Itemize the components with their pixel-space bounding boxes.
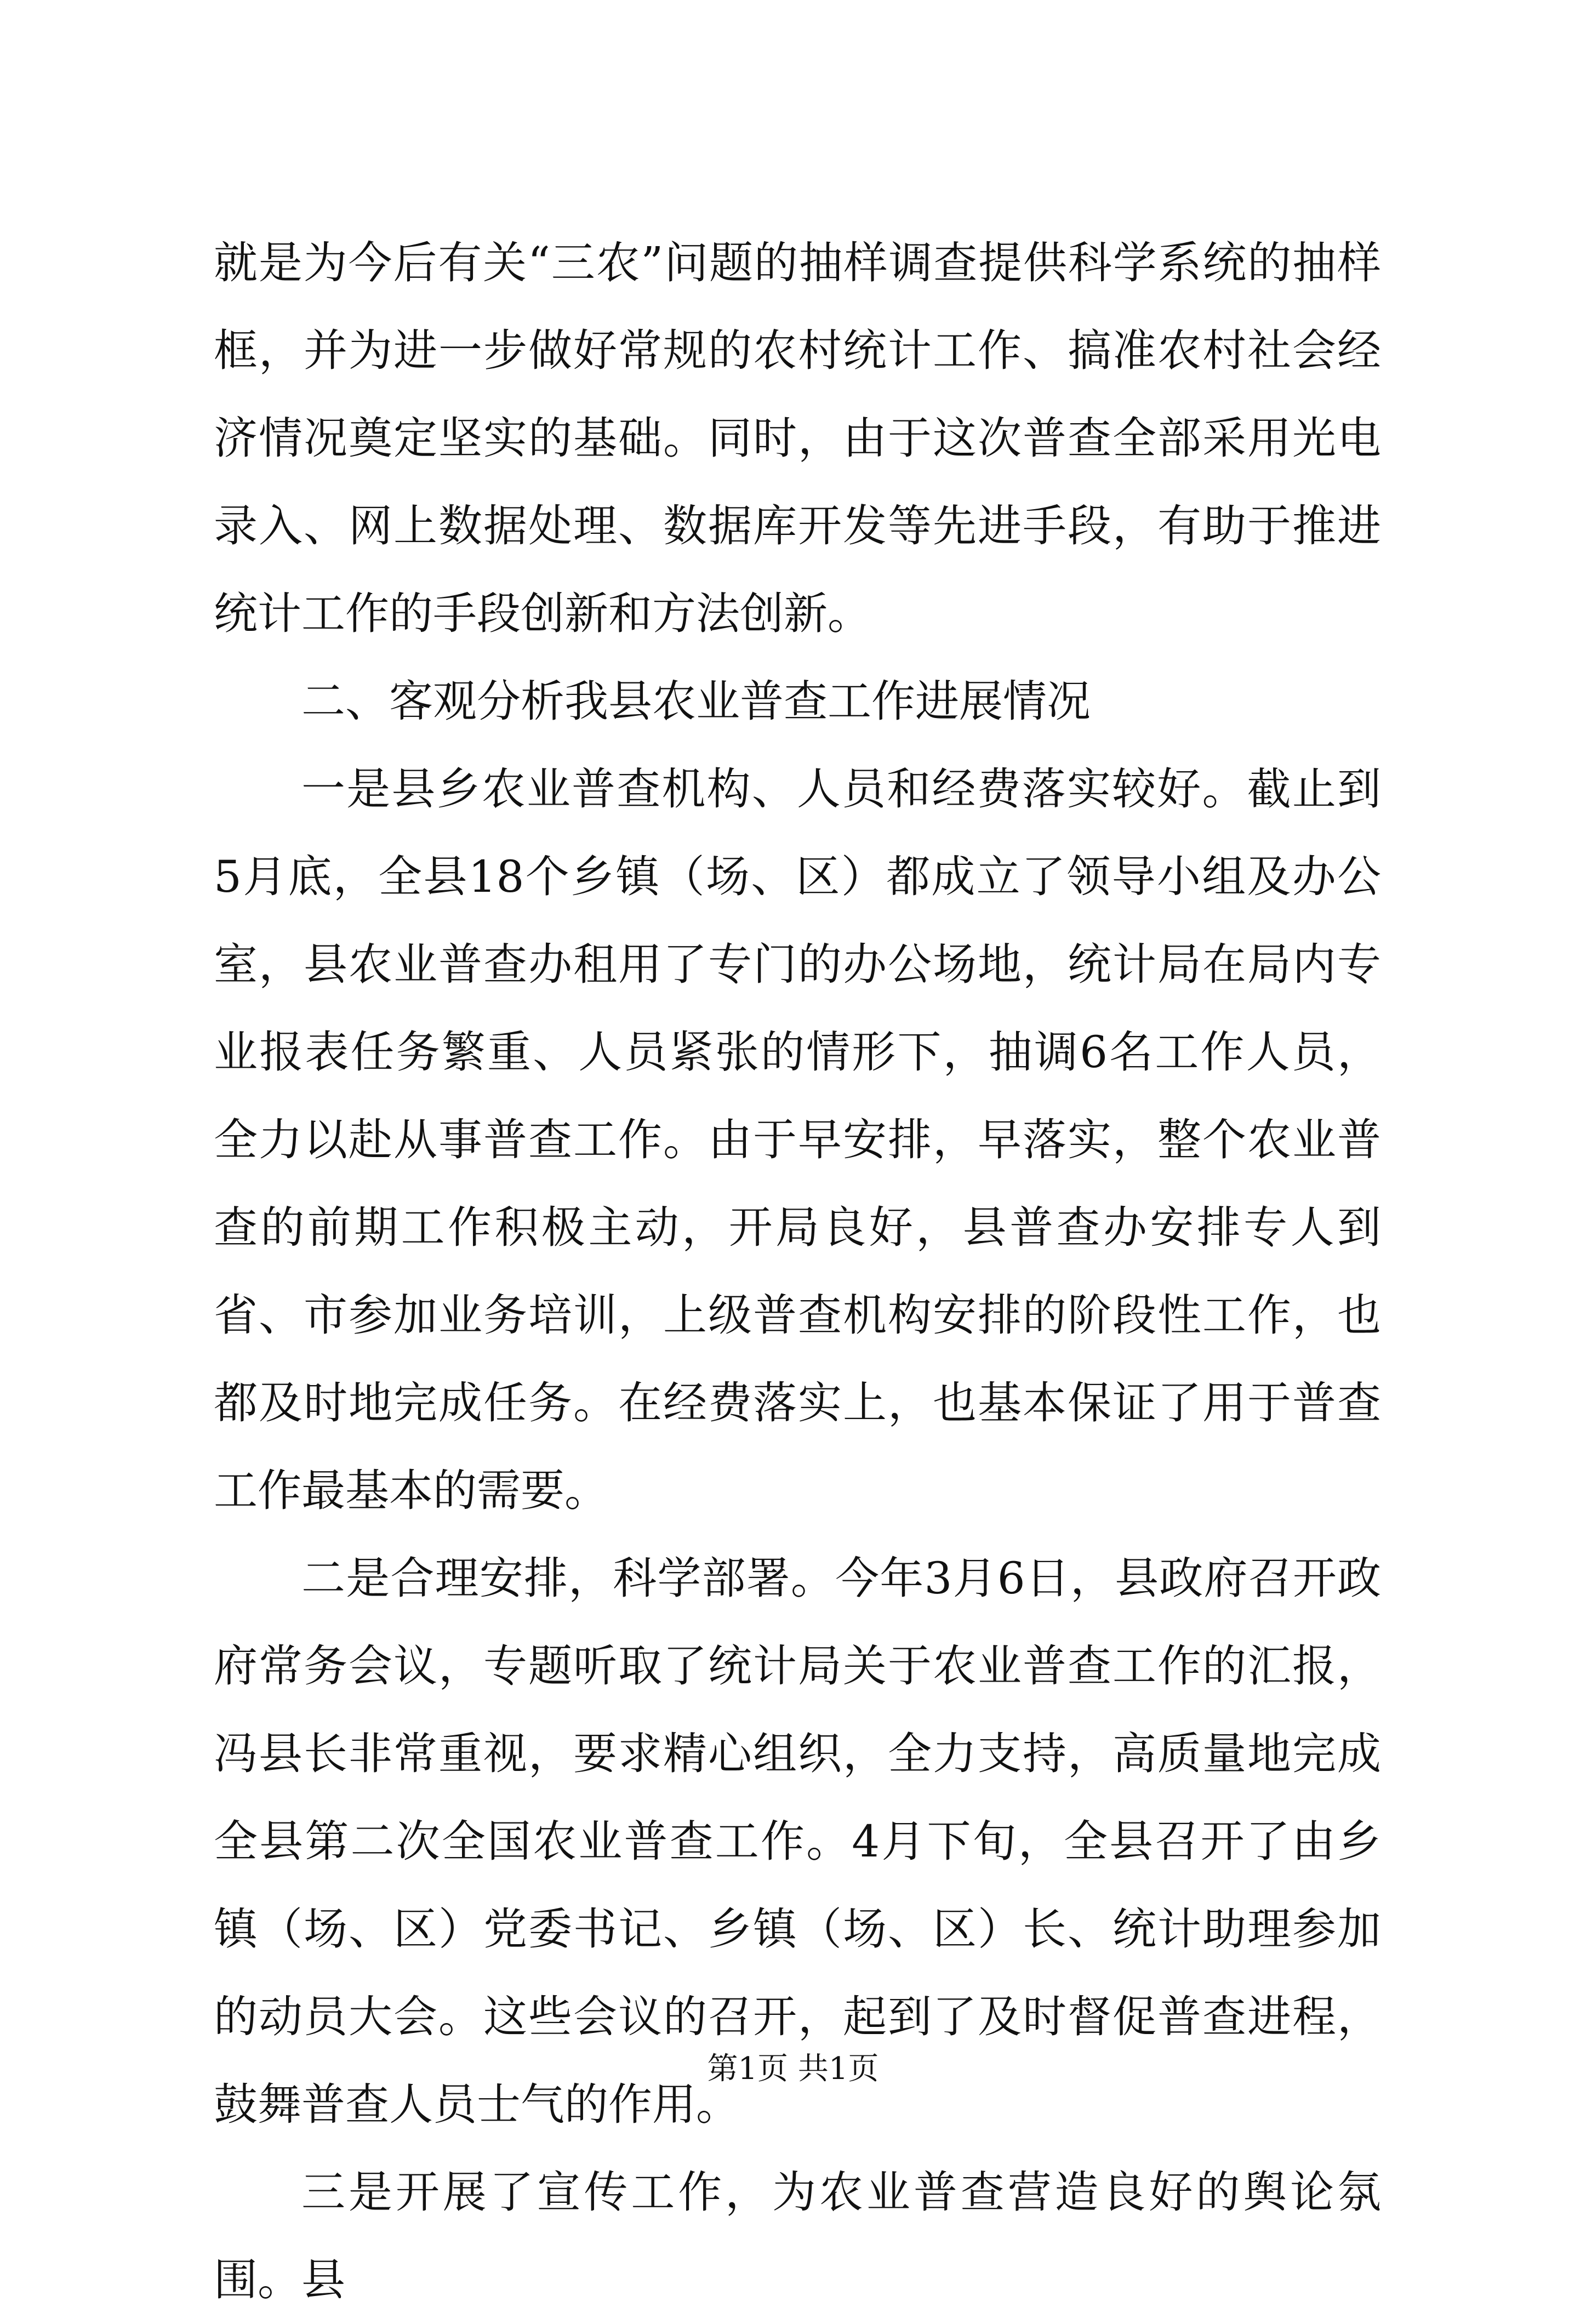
paragraph-continuation: 就是为今后有关“三农”问题的抽样调查提供科学系统的抽样框，并为进一步做好常规的农村统计工作、搞准农村社会经济情况奠定坚实的基础。同时，由于这次普查全部采用光电录入、网上数据处理、数据库开发等先进手段，有助于推进统计工作的手段创新和方法创新。: [214, 237, 1381, 639]
paragraph-third-point: 三是开展了宣传工作，为农业普查营造良好的舆论氛围。县: [214, 2167, 1381, 2305]
page-footer: 第1页 共1页: [707, 2051, 879, 2087]
section-heading: 二、客观分析我县农业普查工作进展情况: [301, 676, 1091, 727]
paragraph-first-point: 一是县乡农业普查机构、人员和经费落实较好。截止到5月底，全县18个乡镇（场、区）都成立了领导小组及办公室，县农业普查办租用了专门的办公场地，统计局在局内专业报表任务繁重、人员紧张的情形下，抽调6名工作人员，全力以赴从事普查工作。由于早安排，早落实，整个农业普查的前期工作积极主动，开局良好，县普查办安排专人到省、市参加业务培训，上级普查机构安排的阶段性工作，也都及时地完成任务。在经费落实上，也基本保证了用于普查工作最基本的需要。: [214, 764, 1381, 1516]
document-body: [214, 219, 1381, 2324]
paragraph-second-point: 二是合理安排，科学部署。今年3月6日，县政府召开政府常务会议，专题听取了统计局关于农业普查工作的汇报，冯县长非常重视，要求精心组织，全力支持，高质量地完成全县第二次全国农业普查工作。4月下旬，全县召开了由乡镇（场、区）党委书记、乡镇（场、区）长、统计助理参加的动员大会。这些会议的召开，起到了及时督促普查进程，鼓舞普查人员士气的作用。: [214, 1553, 1381, 2130]
